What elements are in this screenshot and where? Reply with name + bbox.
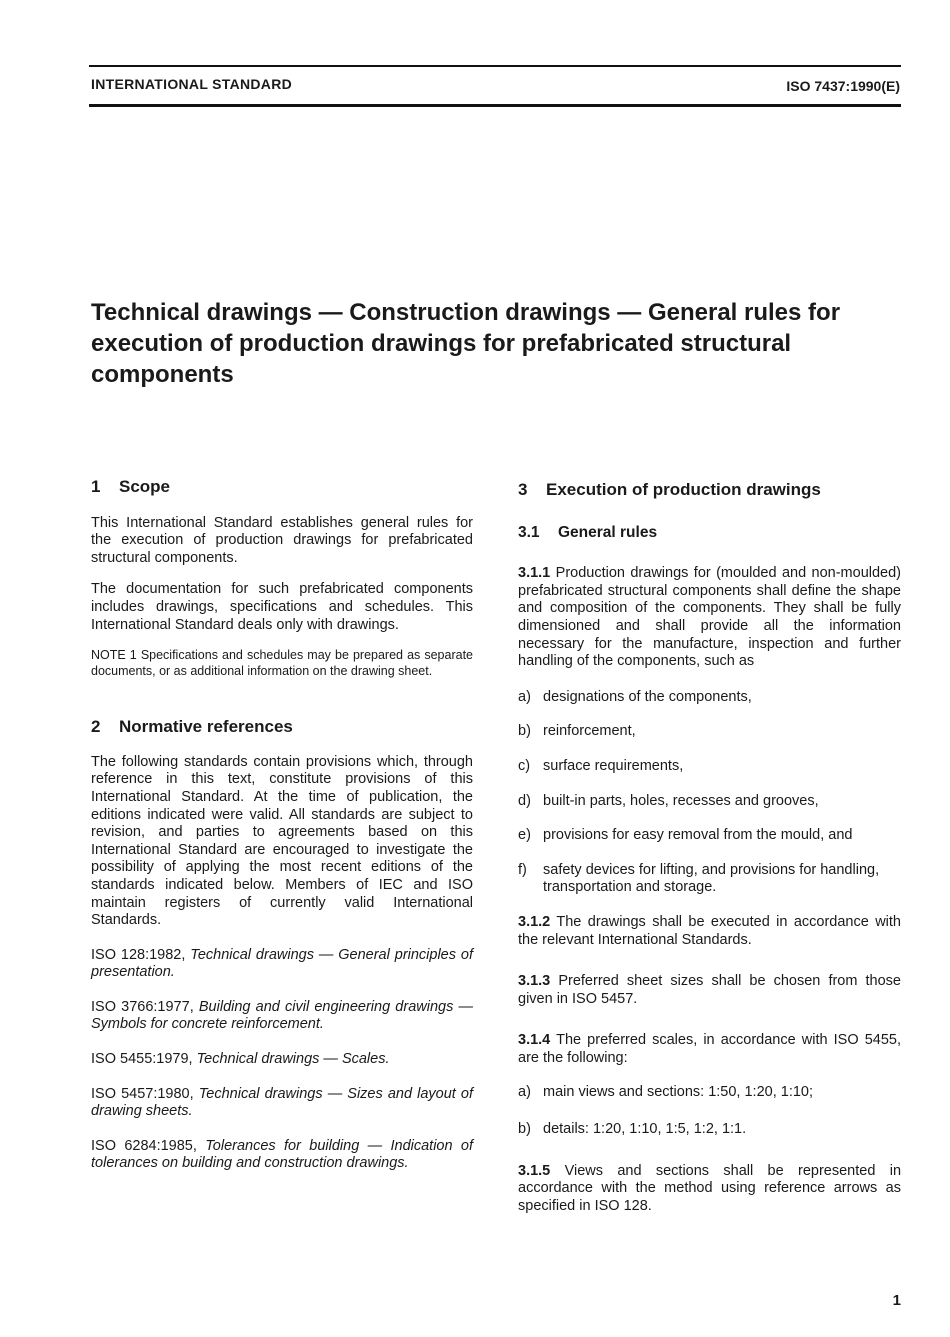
header-top-rule (89, 65, 901, 67)
section-references-heading: 2 Normative references (91, 717, 293, 737)
reference-item: ISO 5455:1979, Technical drawings — Scales. (91, 1051, 390, 1068)
scope-paragraph-1: This International Standard establishes general rules for the execution of production drawings for prefabricated structural components. (91, 514, 473, 566)
header-bottom-rule (89, 104, 901, 107)
reference-item: ISO 128:1982, Technical drawings — General principles of presentation. (91, 946, 473, 981)
list-item: a) designations of the components, (518, 688, 752, 705)
list-item: c) surface requirements, (518, 757, 684, 774)
list-item: e) provisions for easy removal from the mould, and (518, 827, 853, 844)
section-execution-heading: 3 Execution of production drawings (518, 480, 821, 499)
list-item: b) details: 1:20, 1:10, 1:5, 1:2, 1:1. (518, 1121, 747, 1138)
list-item: f) safety devices for lifting, and provisions for handling, transportation and storage. (518, 861, 880, 896)
clause-3-1-2: 3.1.2 The drawings shall be executed in accordance with the relevant International Standards. (518, 913, 901, 948)
header-left-label: INTERNATIONAL STANDARD (91, 76, 293, 92)
clause-3-1-5: 3.1.5 Views and sections shall be represented in accordance with the method using reference arrows as specified in ISO 128. (518, 1162, 902, 1214)
subsection-general-rules-heading: 3.1 General rules (518, 523, 658, 541)
reference-item: ISO 5457:1980, Technical drawings — Sizes and layout of drawing sheets. (91, 1085, 473, 1120)
clause-3-1-3: 3.1.3 Preferred sheet sizes shall be chosen from those given in ISO 5457. (518, 973, 901, 1007)
reference-item: ISO 3766:1977, Building and civil engineering drawings — Symbols for concrete reinforcement. (91, 998, 473, 1033)
document-number: ISO 7437:1990(E) (786, 78, 900, 94)
scales-list (518, 1084, 901, 1138)
references-intro: The following standards contain provisions which, through reference in this text, constitute provisions of this International Standard. At the time of publication, the editions indicated were valid. All standards are subject to revision, and parties to agreements based on this International Standard are encouraged to investigate the possibility of applying the most recent editions of the standards indicated below. Members of IEC and ISO maintain registers of currently valid International Standards. (91, 753, 473, 929)
page-number: 1 (892, 1292, 901, 1309)
document-title: Technical drawings — Construction drawings — General rules for execution of production drawings for prefabricated structural components (91, 299, 841, 388)
list-item: a) main views and sections: 1:50, 1:20, 1:10; (518, 1084, 814, 1101)
list-item: d) built-in parts, holes, recesses and grooves, (518, 792, 819, 809)
right-column (518, 478, 901, 1215)
scope-paragraph-2: The documentation for such prefabricated components includes drawings, specifications and schedules. This International Standard deals only with drawings. (91, 581, 473, 633)
scope-note: NOTE 1 Specifications and schedules may be prepared as separate documents, or as additional information on the drawing sheet. (91, 648, 473, 678)
left-column (91, 478, 473, 1173)
reference-item: ISO 6284:1985, Tolerances for building — Indication of tolerances on building and construction drawings. (91, 1137, 473, 1172)
clause-3-1-1: 3.1.1 Production drawings for (moulded and non-moulded) prefabricated structural components shall define the shape and composition of the components. They shall be fully dimensioned and shall provide all the information necessary for the manufacture, inspection and further handling of the components, such as (518, 565, 902, 670)
section-scope-heading: 1 Scope (91, 477, 171, 496)
list-item: b) reinforcement, (518, 723, 636, 740)
components-list (518, 689, 901, 897)
clause-3-1-4: 3.1.4 The preferred scales, in accordance with ISO 5455, are the following: (518, 1032, 901, 1066)
references-list (91, 947, 473, 1173)
